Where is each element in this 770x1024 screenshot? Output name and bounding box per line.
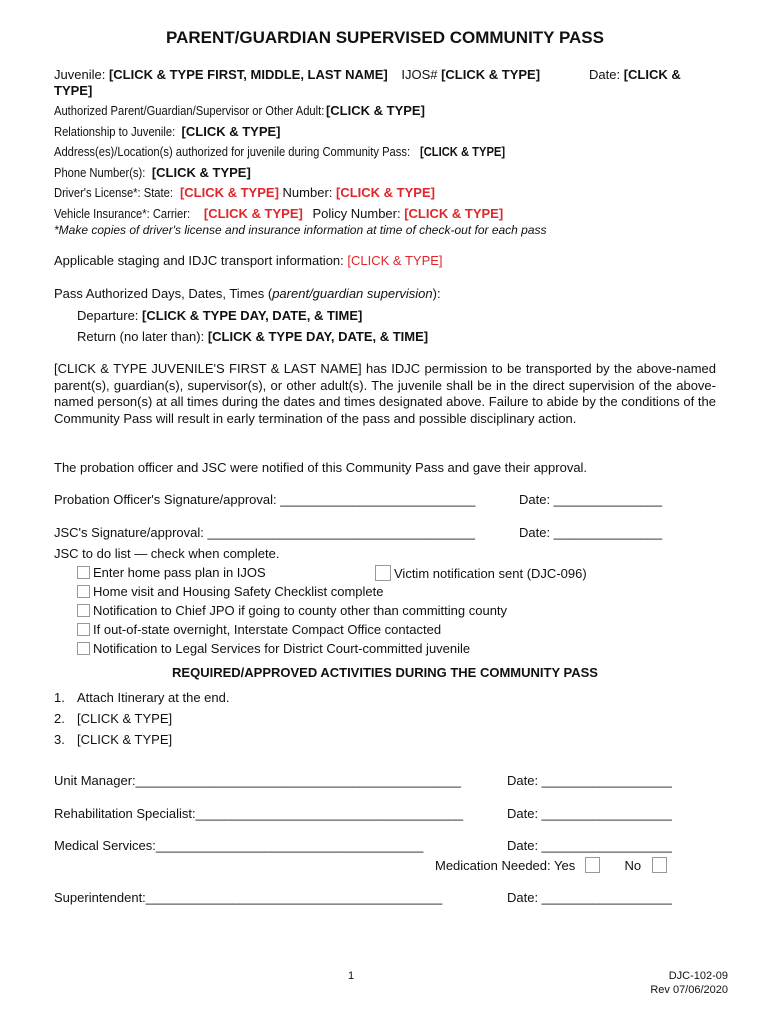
- license-number-label: Number:: [282, 185, 333, 200]
- juvenile-date-label: Date:: [589, 67, 621, 82]
- insurance-row: [54, 206, 503, 221]
- juvenile-date: [589, 67, 681, 82]
- po-signature-line[interactable]: Probation Officer's Signature/approval: ___________________________: [54, 492, 476, 507]
- policy-number-field[interactable]: [CLICK & TYPE]: [404, 206, 504, 221]
- checkbox[interactable]: [77, 623, 90, 636]
- activity-field[interactable]: [CLICK & TYPE]: [77, 732, 173, 747]
- ijos-field[interactable]: [CLICK & TYPE]: [441, 67, 541, 82]
- medication-needed-label: Medication Needed: Yes: [435, 858, 576, 873]
- relationship-row: [54, 124, 281, 139]
- address-label: Address(es)/Location(s) authorized for juvenile during Community Pass:: [54, 144, 411, 159]
- pass-days-label-post: ):: [432, 286, 441, 301]
- authorized-label: Authorized Parent/Guardian/Supervisor or Other Adult:: [54, 103, 325, 118]
- authorized-field[interactable]: [CLICK & TYPE]: [325, 103, 425, 118]
- license-state-field[interactable]: [CLICK & TYPE]: [179, 185, 279, 200]
- todo-item[interactable]: [77, 622, 441, 637]
- copies-note: *Make copies of driver's license and insurance information at time of check-out for each pass: [54, 223, 547, 237]
- notified-text: The probation officer and JSC were notified of this Community Pass and gave their approval.: [54, 460, 588, 475]
- todo-item[interactable]: [77, 584, 383, 599]
- license-number-field[interactable]: [CLICK & TYPE]: [336, 185, 435, 200]
- juvenile-name-field[interactable]: [CLICK & TYPE FIRST, MIDDLE, LAST NAME]: [108, 67, 388, 82]
- todo-item-label: Home visit and Housing Safety Checklist complete: [93, 584, 384, 599]
- departure-label: Departure:: [77, 308, 139, 323]
- rehab-specialist-date[interactable]: Date: __________________: [507, 806, 672, 821]
- todo-item-label: If out-of-state overnight, Interstate Compact Office contacted: [93, 622, 442, 637]
- permission-paragraph[interactable]: [CLICK & TYPE JUVENILE'S FIRST & LAST NAME] has IDJC permission to be transported by the above-named parent(s), guardian(s), supervisor(s), or other adult(s). The juvenile shall be in the direct supervision of the above-named person(s) at all times during the dates and times designated above. Failure to abide by the conditions of the Community Pass will result in early termination of the pass and possible disciplinary action.: [54, 361, 716, 426]
- medication-needed-row: [435, 857, 670, 873]
- superintendent-signature[interactable]: Superintendent:_________________________________________: [54, 890, 443, 905]
- activity-number: 2.: [54, 711, 65, 726]
- authorized-row: [54, 103, 425, 118]
- juvenile-date-field[interactable]: [CLICK &: [623, 67, 681, 82]
- relationship-label: Relationship to Juvenile:: [54, 124, 176, 139]
- todo-item-label: Victim notification sent (DJC-096): [394, 566, 587, 581]
- phone-field[interactable]: [CLICK & TYPE]: [151, 165, 251, 180]
- todo-item-label: Notification to Chief JPO if going to county other than committing county: [93, 603, 508, 618]
- activities-heading: REQUIRED/APPROVED ACTIVITIES DURING THE COMMUNITY PASS: [172, 665, 598, 680]
- staging-field[interactable]: [CLICK & TYPE]: [347, 253, 443, 268]
- unit-manager-signature[interactable]: Unit Manager:_____________________________________________: [54, 773, 461, 788]
- license-row: [54, 185, 435, 200]
- pass-days-label-pre: Pass Authorized Days, Dates, Times (: [54, 286, 273, 301]
- address-field[interactable]: [CLICK & TYPE]: [419, 144, 505, 159]
- pass-days-label: [54, 286, 441, 301]
- todo-item[interactable]: [375, 565, 587, 581]
- medication-no-checkbox[interactable]: [652, 857, 667, 873]
- medication-yes-checkbox[interactable]: [585, 857, 600, 873]
- jsc-signature-line[interactable]: JSC's Signature/approval: _____________________________________: [54, 525, 476, 540]
- departure-field[interactable]: [CLICK & TYPE DAY, DATE, & TIME]: [142, 308, 363, 323]
- unit-manager-date[interactable]: Date: __________________: [507, 773, 672, 788]
- checkbox[interactable]: [77, 585, 90, 598]
- form-id: DJC-102-09: [668, 970, 728, 982]
- activity-item: [54, 732, 172, 747]
- rehab-specialist-signature[interactable]: Rehabilitation Specialist:_____________________________________: [54, 806, 464, 821]
- activity-number: 1.: [54, 690, 65, 705]
- phone-row: [54, 165, 251, 180]
- po-signature-date[interactable]: Date: _______________: [519, 492, 663, 507]
- checkbox[interactable]: [77, 642, 90, 655]
- medication-no-label: No: [624, 858, 642, 873]
- page-title: PARENT/GUARDIAN SUPERVISED COMMUNITY PASS: [166, 28, 604, 47]
- todo-item-label: Notification to Legal Services for District Court-committed juvenile: [93, 641, 471, 656]
- checkbox[interactable]: [77, 566, 90, 579]
- checkbox[interactable]: [77, 604, 90, 617]
- ijos-label: IJOS#: [401, 67, 438, 82]
- juvenile-row: [54, 67, 540, 82]
- activity-item: [54, 711, 172, 726]
- pass-days-label-italic: parent/guardian supervision: [272, 286, 433, 301]
- medical-services-signature[interactable]: Medical Services:_____________________________________: [54, 838, 424, 853]
- address-row: [54, 144, 519, 159]
- departure-row: [77, 308, 362, 323]
- juvenile-label: Juvenile:: [54, 67, 106, 82]
- page-number: 1: [348, 970, 355, 982]
- medical-services-date[interactable]: Date: __________________: [507, 838, 672, 853]
- todo-heading: JSC to do list — check when complete.: [54, 546, 280, 561]
- activity-field[interactable]: [CLICK & TYPE]: [77, 711, 173, 726]
- activity-item: [54, 690, 229, 705]
- license-label: Driver's License*: State:: [54, 185, 173, 200]
- activity-number: 3.: [54, 732, 65, 747]
- revision-date: Rev 07/06/2020: [650, 984, 728, 996]
- insurance-label: Vehicle Insurance*: Carrier:: [54, 206, 191, 221]
- insurance-carrier-field[interactable]: [CLICK & TYPE]: [203, 206, 303, 221]
- todo-item[interactable]: [77, 603, 507, 618]
- activity-text: Attach Itinerary at the end.: [77, 690, 230, 705]
- checkbox[interactable]: [375, 565, 391, 581]
- staging-label: Applicable staging and IDJC transport information:: [54, 253, 344, 268]
- return-label: Return (no later than):: [77, 329, 205, 344]
- return-row: [77, 329, 428, 344]
- todo-item[interactable]: [77, 565, 266, 580]
- staging-row: [54, 253, 443, 268]
- todo-item-label: Enter home pass plan in IJOS: [93, 565, 266, 580]
- todo-item[interactable]: [77, 641, 470, 656]
- return-field[interactable]: [CLICK & TYPE DAY, DATE, & TIME]: [207, 329, 429, 344]
- juvenile-date-field-cont[interactable]: TYPE]: [54, 83, 93, 98]
- jsc-signature-date[interactable]: Date: _______________: [519, 525, 663, 540]
- superintendent-date[interactable]: Date: __________________: [507, 890, 672, 905]
- phone-label: Phone Number(s):: [54, 165, 146, 180]
- relationship-field[interactable]: [CLICK & TYPE]: [181, 124, 281, 139]
- policy-number-label: Policy Number:: [312, 206, 401, 221]
